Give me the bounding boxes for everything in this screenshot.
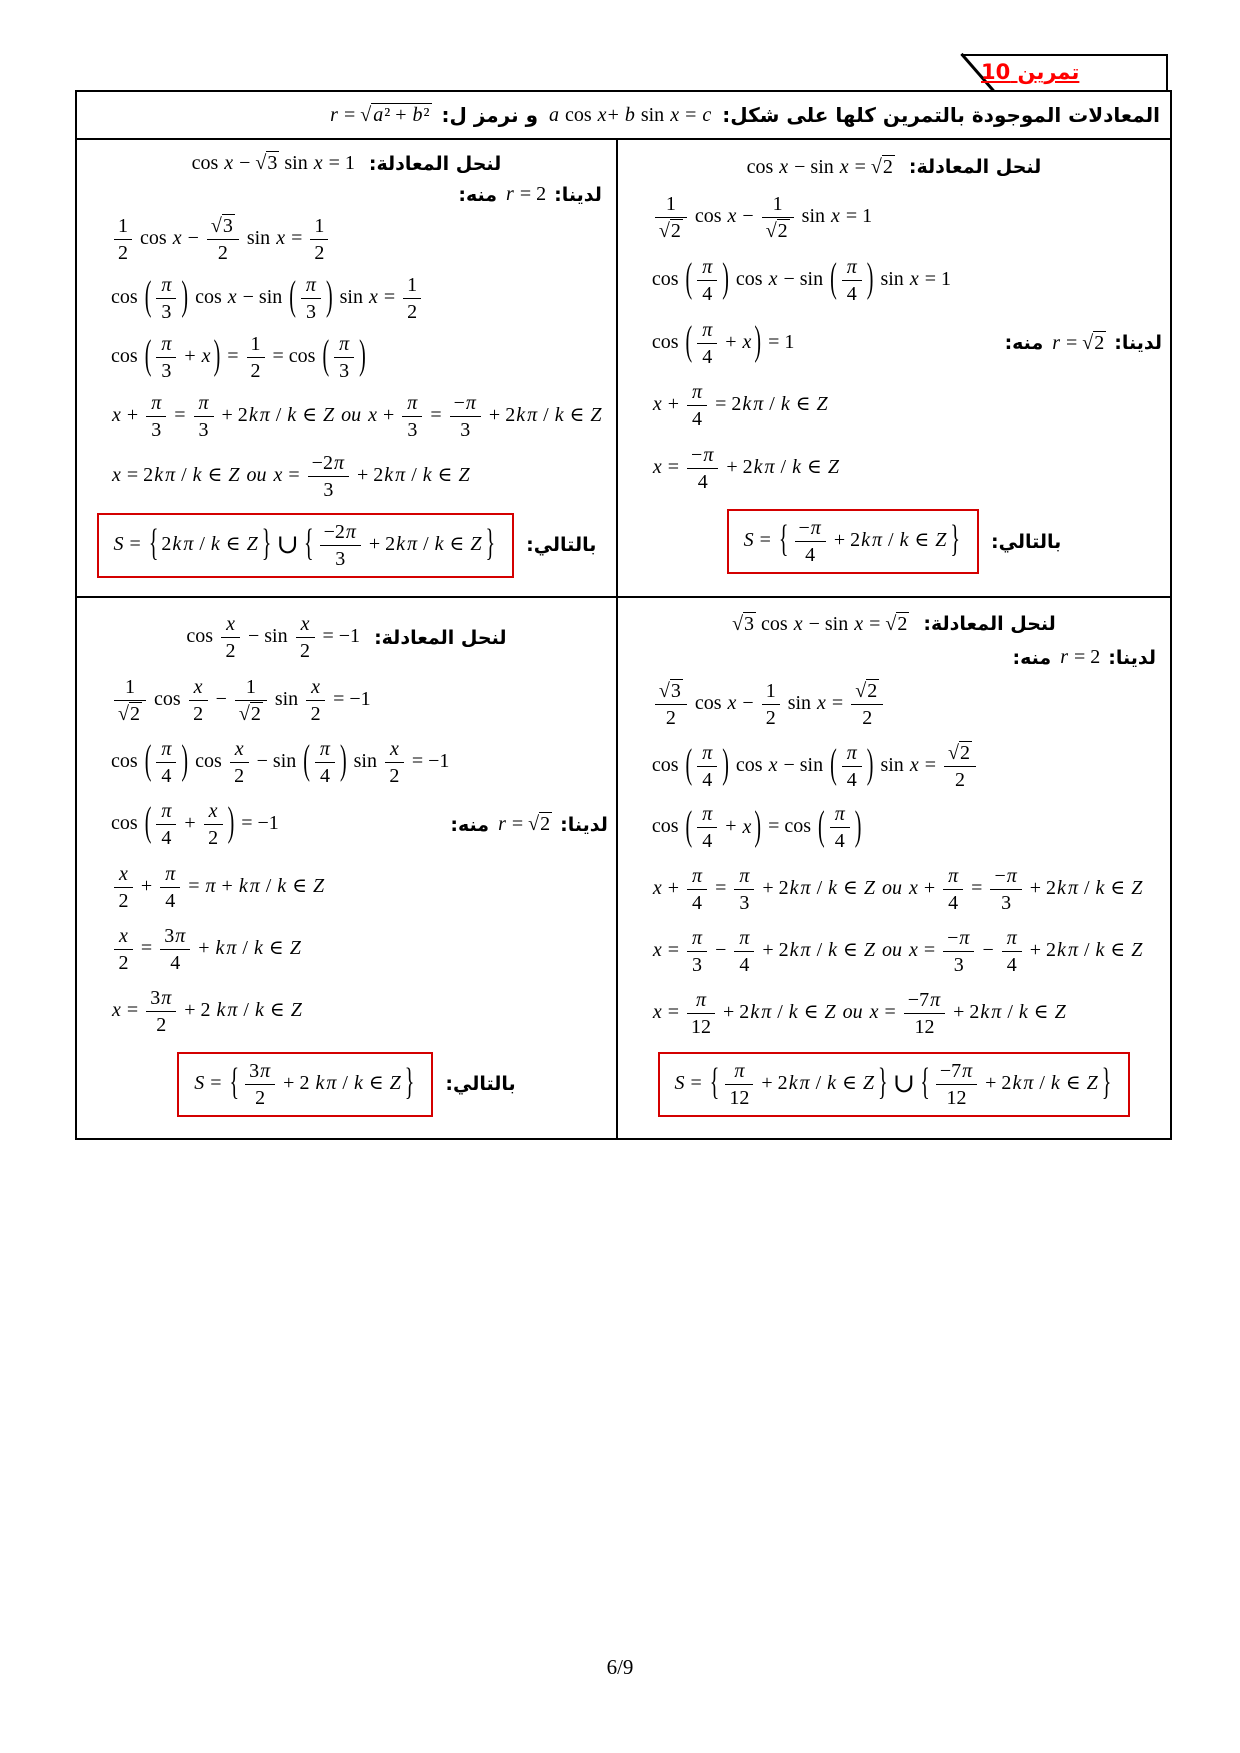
square-root: √2 xyxy=(870,155,893,178)
big-parenthesis: ) xyxy=(339,738,347,784)
fraction: $\frac{-\pi}{4}$ xyxy=(795,517,826,566)
fraction: $\frac{x}{2}$ xyxy=(114,925,133,974)
big-parenthesis: ( xyxy=(144,333,152,379)
square-root: √2 xyxy=(1082,331,1105,354)
fraction: $\frac{1}{2}$ xyxy=(762,680,780,729)
fraction: $\frac{1}{2}$ xyxy=(247,333,265,382)
fraction: $\frac{\pi}{4}$ xyxy=(697,319,717,368)
page-number: 6/9 xyxy=(606,1655,634,1679)
fraction: $\frac{\pi}{4}$ xyxy=(842,742,862,791)
solution-set-box xyxy=(658,1052,1131,1117)
big-parenthesis: ) xyxy=(722,741,729,787)
equation-math: $\frac{√3}{2}$ cos x − $\frac{1}{2}$ sin x = $\frac{√2}{2}$ xyxy=(652,680,886,729)
given-label-post: منه: xyxy=(1012,646,1052,669)
fraction: $\frac{1}{√2}$ xyxy=(235,676,267,725)
equation-row xyxy=(85,274,608,323)
fraction: $\frac{1}{√2}$ xyxy=(114,676,146,725)
fraction: $\frac{\pi}{4}$ xyxy=(697,742,717,791)
solution-set-box xyxy=(177,1052,433,1117)
fraction: $\frac{x}{2}$ xyxy=(385,738,404,787)
fraction: $\frac{\pi}{3}$ xyxy=(301,274,321,323)
equation-math: cos ( $\frac{\pi}{4}$ + x ) = cos ( $\frac{\pi}{4}$ ) xyxy=(651,803,862,853)
fraction: $\frac{\pi}{4}$ xyxy=(830,803,850,852)
fraction: $\frac{\pi}{4}$ xyxy=(697,803,717,852)
fraction: $\frac{\pi}{4}$ xyxy=(160,863,180,912)
fraction: $\frac{\pi}{4}$ xyxy=(943,865,963,914)
set-brace: { xyxy=(303,522,314,565)
equation-math: $\frac{1}{√2}$ cos $\frac{x}{2}$ − $\frac{1}{√2}$ sin $\frac{x}{2}$ = −1 xyxy=(111,676,371,725)
fraction: $\frac{√2}{2}$ xyxy=(851,680,883,729)
big-parenthesis: ) xyxy=(866,255,874,301)
equation-math: x + $\frac{\pi}{4}$ = $\frac{\pi}{3}$ + 2k π / k ∈ Z ou x + $\frac{\pi}{4}$ = $\frac{-\pi}{3}$ + 2k π / k ∈ Z xyxy=(652,865,1143,915)
therefore-label: بالتالي: xyxy=(991,530,1062,553)
equation-title-math: √3 cos x − sin x = √2 xyxy=(732,612,908,635)
equation-row xyxy=(85,987,608,1036)
fraction: $\frac{3\pi}{2}$ xyxy=(146,987,176,1036)
given-label-post: منه: xyxy=(458,183,498,206)
set-brace: { xyxy=(778,518,789,561)
equation-math: x + $\frac{\pi}{3}$ = $\frac{\pi}{3}$ + 2k π / k ∈ Z ou x + $\frac{\pi}{3}$ = $\frac{-\pi}{3}$ + 2k π / k ∈ Z xyxy=(112,392,602,442)
fraction: $\frac{\pi}{3}$ xyxy=(334,333,354,382)
solve-title-row xyxy=(626,613,1162,636)
fraction: $\frac{\pi}{4}$ xyxy=(697,256,717,305)
square-root: √2 xyxy=(885,612,908,635)
union-symbol: ∪ xyxy=(892,1068,916,1099)
equation-math: $\frac{x}{2}$ + $\frac{\pi}{4}$ = π + k π / k ∈ Z xyxy=(111,863,325,912)
equation-row xyxy=(626,381,1162,430)
big-parenthesis: ( xyxy=(818,803,825,849)
therefore-label: بالتالي: xyxy=(445,1073,516,1096)
equation-math: x = $\frac{-\pi}{4}$ + 2k π / k ∈ Z xyxy=(652,444,839,494)
square-root: √2 xyxy=(765,219,788,242)
equation-row xyxy=(626,989,1162,1038)
solve-title-row xyxy=(626,156,1162,179)
exercise-tab xyxy=(961,54,1168,94)
fraction: $\frac{x}{2}$ xyxy=(189,676,208,725)
fraction: $\frac{-\pi}{3}$ xyxy=(990,865,1021,914)
equation-row xyxy=(85,738,608,787)
header-notation-text: و نرمز ل: xyxy=(441,103,538,127)
solution-cell-bottom-left xyxy=(77,598,616,1138)
solution-set-math: S = { $\frac{\pi}{12}$ + 2k π / k ∈ Z } ∪ { $\frac{-7\pi}{12}$ + 2k π / k ∈ Z } xyxy=(674,1060,1112,1110)
union-symbol: ∪ xyxy=(276,528,299,559)
fraction: $\frac{1}{√2}$ xyxy=(655,193,687,242)
solution-cell-bottom-right xyxy=(616,598,1170,1138)
therefore-label: بالتالي: xyxy=(526,534,597,557)
fraction: $\frac{1}{2}$ xyxy=(310,215,328,264)
equation-math: cos ( $\frac{\pi}{4}$ ) cos x − sin ( $\frac{\pi}{4}$ ) sin x = $\frac{√2}{2}$ xyxy=(652,742,979,791)
big-parenthesis: ( xyxy=(289,273,296,319)
square-root: √2 xyxy=(528,813,551,836)
big-parenthesis: ( xyxy=(685,255,693,301)
solution-cell-top-right xyxy=(616,140,1170,598)
big-parenthesis: ( xyxy=(830,255,837,301)
big-parenthesis: ( xyxy=(685,741,693,787)
big-parenthesis: ) xyxy=(722,255,729,301)
fraction: $\frac{-\pi}{4}$ xyxy=(687,444,718,493)
big-parenthesis: ) xyxy=(213,333,221,379)
equation-math: cos ( $\frac{\pi}{4}$ ) cos $\frac{x}{2}$ − sin ( $\frac{\pi}{4}$ ) sin $\frac{x}{2}$ = −1 xyxy=(111,737,450,787)
given-label-pre: لدينا: xyxy=(554,183,602,206)
square-root: √3 xyxy=(210,214,233,237)
set-brace: } xyxy=(485,522,496,565)
given-label-pre: لدينا: xyxy=(560,813,608,836)
equation-row xyxy=(626,927,1162,976)
equation-row xyxy=(626,865,1162,914)
set-brace: } xyxy=(404,1061,415,1104)
big-parenthesis: ) xyxy=(359,333,366,379)
equation-math: $\frac{x}{2}$ = $\frac{3\pi}{4}$ + k π / k ∈ Z xyxy=(111,925,302,974)
fraction: $\frac{\pi}{4}$ xyxy=(315,738,335,787)
fraction: $\frac{-\pi}{3}$ xyxy=(450,392,481,441)
fraction: $\frac{-\pi}{3}$ xyxy=(943,927,974,976)
solve-label: لنحل المعادلة: xyxy=(374,626,507,649)
given-r-math: r = 2 xyxy=(1060,646,1101,669)
fraction: $\frac{\pi}{4}$ xyxy=(156,800,176,849)
fraction: $\frac{x}{2}$ xyxy=(230,738,249,787)
fraction: $\frac{\pi}{4}$ xyxy=(687,865,707,914)
big-parenthesis: ( xyxy=(144,738,152,784)
square-root: √2 xyxy=(238,702,261,725)
equation-math: x = $\frac{3\pi}{2}$ + 2 k π / k ∈ Z xyxy=(112,987,302,1037)
fraction: $\frac{-2\pi}{3}$ xyxy=(320,521,361,570)
equation-row xyxy=(85,676,608,725)
conclusion-row xyxy=(85,513,608,578)
given-r-math: r = √2 xyxy=(1052,331,1105,354)
equation-row xyxy=(626,680,1162,729)
fraction: $\frac{\pi}{12}$ xyxy=(725,1060,753,1109)
big-parenthesis: ( xyxy=(303,738,310,784)
fraction: $\frac{√2}{2}$ xyxy=(944,742,976,791)
fraction: $\frac{√3}{2}$ xyxy=(207,215,239,264)
solve-title-row xyxy=(85,152,608,175)
conclusion-row xyxy=(85,1052,608,1117)
fraction: $\frac{x}{2}$ xyxy=(306,676,325,725)
set-brace: } xyxy=(950,518,961,561)
fraction: $\frac{x}{2}$ xyxy=(221,613,240,662)
fraction: $\frac{1}{2}$ xyxy=(114,215,132,264)
big-parenthesis: ) xyxy=(181,273,189,319)
equation-row xyxy=(85,863,608,912)
equation-row xyxy=(85,800,608,849)
big-parenthesis: ) xyxy=(227,800,235,846)
big-parenthesis: ( xyxy=(830,741,837,787)
fraction: $\frac{x}{2}$ xyxy=(296,613,315,662)
solve-label: لنحل المعادلة: xyxy=(908,156,1042,179)
fraction: $\frac{\pi}{4}$ xyxy=(156,738,176,787)
big-parenthesis: ) xyxy=(325,273,333,319)
given-label-post: منه: xyxy=(450,813,490,836)
square-root: √2 xyxy=(658,219,681,242)
given-inline-group xyxy=(1001,332,1162,355)
solution-set-box xyxy=(727,509,979,574)
solution-cell-top-left xyxy=(77,140,616,598)
fraction: $\frac{\pi}{3}$ xyxy=(194,392,214,441)
equation-row xyxy=(85,333,608,382)
conclusion-row xyxy=(626,1052,1162,1117)
square-root: √2 xyxy=(947,741,970,764)
given-label-pre: لدينا: xyxy=(1114,332,1162,354)
fraction: $\frac{\pi}{12}$ xyxy=(687,989,715,1038)
square-root: √2 xyxy=(118,702,140,725)
solution-set-math: S = { $\frac{-\pi}{4}$ + 2k π / k ∈ Z } xyxy=(743,517,961,567)
equation-math: x + $\frac{\pi}{4}$ = 2k π / k ∈ Z xyxy=(652,381,828,431)
header-form-math: a cos x+ b sin x = c xyxy=(549,103,712,126)
equation-math: cos ( $\frac{\pi}{3}$ + x ) = $\frac{1}{2}$ = cos ( $\frac{\pi}{3}$ ) xyxy=(111,333,366,383)
equation-math: x = 2k π / k ∈ Z ou x = $\frac{-2\pi}{3}$ + 2k π / k ∈ Z xyxy=(112,451,470,501)
equation-row xyxy=(85,452,608,501)
square-root: √3 xyxy=(732,612,755,635)
big-parenthesis: ( xyxy=(144,273,152,319)
solution-grid xyxy=(77,140,1170,1138)
equation-title-math: cos $\frac{x}{2}$ − sin $\frac{x}{2}$ = −1 xyxy=(186,613,361,663)
fraction: $\frac{\pi}{3}$ xyxy=(156,333,176,382)
equation-row xyxy=(85,215,608,264)
square-root: √3 xyxy=(255,152,278,175)
big-parenthesis: ( xyxy=(144,800,152,846)
equation-row xyxy=(626,256,1162,305)
fraction: $\frac{x}{2}$ xyxy=(204,800,223,849)
given-label-post: منه: xyxy=(1004,332,1044,354)
fraction: $\frac{\pi}{4}$ xyxy=(687,381,707,430)
big-parenthesis: ( xyxy=(685,803,693,849)
set-brace: { xyxy=(229,1061,240,1104)
given-r-math: r = 2 xyxy=(506,183,547,206)
fraction: $\frac{-7\pi}{12}$ xyxy=(904,989,945,1038)
set-brace: } xyxy=(878,1061,888,1104)
fraction: $\frac{3\pi}{4}$ xyxy=(160,925,190,974)
square-root: √ a² + b² xyxy=(360,103,430,126)
equation-row xyxy=(626,193,1162,242)
given-inline-group xyxy=(446,813,607,836)
set-brace: } xyxy=(261,522,272,565)
header-r-math: r = √ a² + b² xyxy=(330,103,430,126)
big-parenthesis: ( xyxy=(685,318,693,364)
given-r-math: r = √2 xyxy=(498,813,551,836)
equation-math: cos ( $\frac{\pi}{4}$ + $\frac{x}{2}$ ) = −1 xyxy=(111,800,279,850)
fraction: $\frac{\pi}{3}$ xyxy=(734,865,754,914)
conclusion-row xyxy=(626,509,1162,574)
fraction: $\frac{\pi}{3}$ xyxy=(687,927,707,976)
fraction: $\frac{\pi}{4}$ xyxy=(1002,927,1022,976)
square-root: √3 xyxy=(658,680,681,703)
fraction: $\frac{\pi}{4}$ xyxy=(734,927,754,976)
solve-title-row xyxy=(85,613,608,662)
fraction: $\frac{1}{√2}$ xyxy=(762,193,794,242)
worksheet-table xyxy=(75,90,1172,1140)
equation-math: x = $\frac{\pi}{3}$ − $\frac{\pi}{4}$ + 2k π / k ∈ Z ou x = $\frac{-\pi}{3}$ − $\frac{\pi}{4}$ + 2k π / k ∈ Z xyxy=(652,926,1143,976)
equation-math: $\frac{1}{√2}$ cos x − $\frac{1}{√2}$ sin x = 1 xyxy=(652,193,872,242)
table-header xyxy=(77,92,1170,140)
fraction: $\frac{1}{2}$ xyxy=(403,274,421,323)
equation-row xyxy=(626,803,1162,852)
big-parenthesis: ) xyxy=(754,803,762,849)
solve-label: لنحل المعادلة: xyxy=(923,613,1056,636)
set-brace: { xyxy=(920,1061,930,1104)
big-parenthesis: ) xyxy=(181,738,189,784)
set-brace: { xyxy=(709,1061,720,1104)
equation-math: cos ( $\frac{\pi}{4}$ ) cos x − sin ( $\frac{\pi}{4}$ ) sin x = 1 xyxy=(651,255,951,305)
big-parenthesis: ) xyxy=(854,803,862,849)
solution-set-math: S = { $\frac{3\pi}{2}$ + 2 k π / k ∈ Z } xyxy=(194,1059,415,1109)
set-brace: { xyxy=(148,522,159,565)
header-intro-text: المعادلات الموجودة بالتمرين كلها على شكل: xyxy=(722,103,1160,127)
fraction: $\frac{\pi}{3}$ xyxy=(146,392,166,441)
equation-title-math: cos x − √3 sin x = 1 xyxy=(191,152,355,175)
equation-math: x = $\frac{\pi}{12}$ + 2k π / k ∈ Z ou x = $\frac{-7\pi}{12}$ + 2k π / k ∈ Z xyxy=(652,988,1066,1038)
solution-set-box xyxy=(97,513,515,578)
fraction: $\frac{\pi}{3}$ xyxy=(156,274,176,323)
equation-math: $\frac{1}{2}$ cos x − $\frac{√3}{2}$ sin x = $\frac{1}{2}$ xyxy=(111,215,331,264)
fraction: $\frac{x}{2}$ xyxy=(114,863,133,912)
equation-title-math: cos x − sin x = √2 xyxy=(746,155,893,178)
solve-label: لنحل المعادلة: xyxy=(368,152,502,175)
equation-math: cos ( $\frac{\pi}{4}$ + x ) = 1 xyxy=(651,318,795,368)
given-row xyxy=(91,183,602,206)
big-parenthesis: ( xyxy=(322,333,330,379)
equation-row xyxy=(626,742,1162,791)
equation-row xyxy=(626,444,1162,493)
equation-row xyxy=(626,319,1162,368)
fraction: $\frac{\pi}{4}$ xyxy=(842,256,862,305)
given-label-pre: لدينا: xyxy=(1108,646,1156,669)
exercise-tab-label: تمرين 10 xyxy=(981,60,1080,84)
equation-row xyxy=(85,925,608,974)
fraction: $\frac{\pi}{3}$ xyxy=(402,392,422,441)
set-brace: } xyxy=(1101,1061,1112,1104)
big-parenthesis: ) xyxy=(866,741,874,787)
equation-math: cos ( $\frac{\pi}{3}$ ) cos x − sin ( $\frac{\pi}{3}$ ) sin x = $\frac{1}{2}$ xyxy=(111,274,424,323)
fraction: $\frac{-2\pi}{3}$ xyxy=(308,452,349,501)
equation-row xyxy=(85,392,608,441)
square-root: √2 xyxy=(855,680,878,703)
fraction: $\frac{√3}{2}$ xyxy=(655,680,687,729)
big-parenthesis: ) xyxy=(754,318,762,364)
fraction: $\frac{3\pi}{2}$ xyxy=(245,1060,275,1109)
fraction: $\frac{-7\pi}{12}$ xyxy=(936,1060,977,1109)
given-row xyxy=(632,646,1156,669)
solution-set-math: S = { 2k π / k ∈ Z } ∪ { $\frac{-2\pi}{3}$ + 2k π / k ∈ Z } xyxy=(113,520,496,570)
